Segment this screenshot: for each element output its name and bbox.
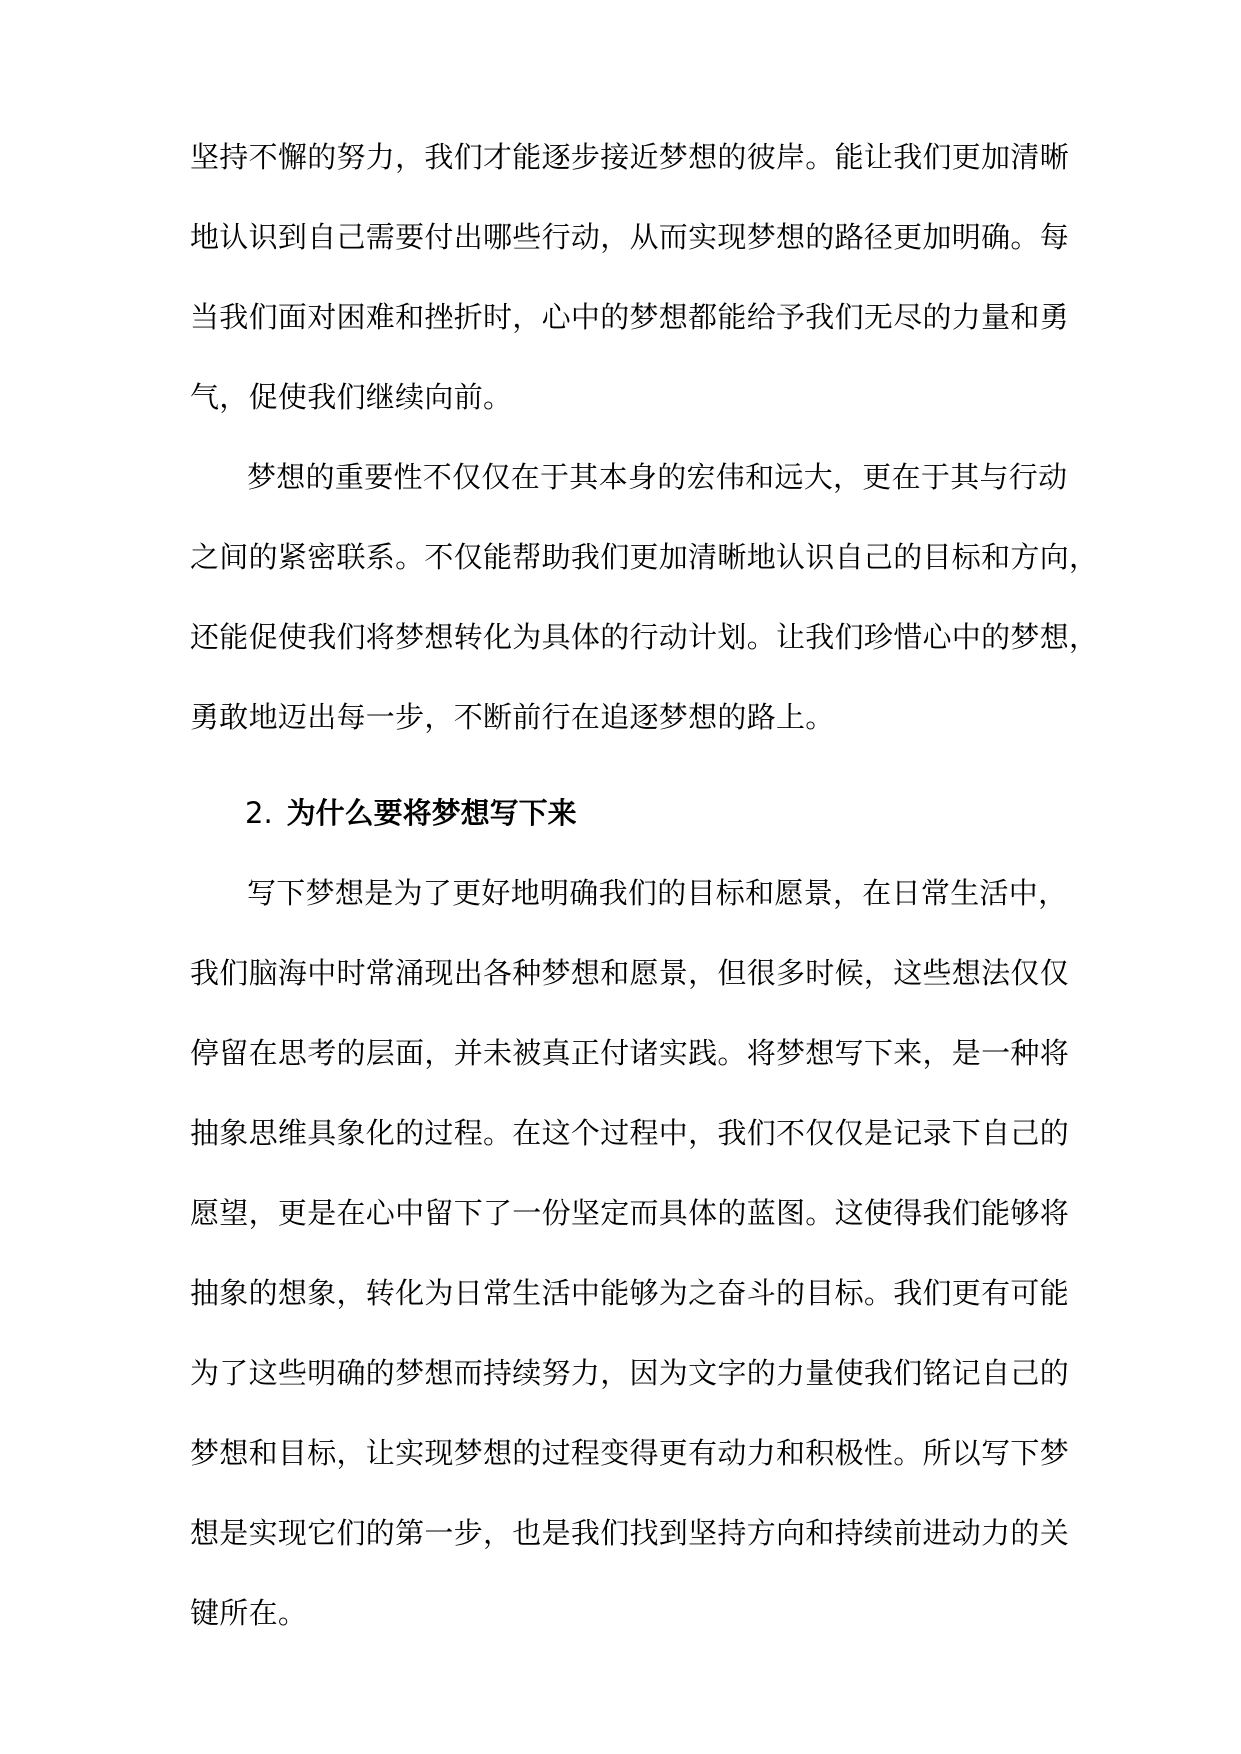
section-number: 2. <box>245 796 273 830</box>
paragraph-line: 之间的紧密联系。不仅能帮助我们更加清晰地认识自己的目标和方向， <box>190 540 1099 574</box>
paragraph-line: 我们脑海中时常涌现出各种梦想和愿景，但很多时候，这些想法仅仅 <box>190 956 1070 990</box>
paragraph-line: 勇敢地迈出每一步，不断前行在追逐梦想的路上。 <box>190 700 835 734</box>
paragraph-line: 坚持不懈的努力，我们才能逐步接近梦想的彼岸。能让我们更加清晰 <box>190 140 1070 174</box>
paragraph-line: 当我们面对困难和挫折时，心中的梦想都能给予我们无尽的力量和勇 <box>190 300 1070 334</box>
paragraph-line: 停留在思考的层面，并未被真正付诸实践。将梦想写下来，是一种将 <box>190 1036 1070 1070</box>
paragraph-line: 抽象的想象，转化为日常生活中能够为之奋斗的目标。我们更有可能 <box>190 1276 1070 1310</box>
paragraph-line: 还能促使我们将梦想转化为具体的行动计划。让我们珍惜心中的梦想， <box>190 620 1099 654</box>
paragraph-line: 想是实现它们的第一步，也是我们找到坚持方向和持续前进动力的关 <box>190 1516 1070 1550</box>
section-title: 为什么要将梦想写下来 <box>286 796 577 830</box>
paragraph-line: 愿望，更是在心中留下了一份坚定而具体的蓝图。这使得我们能够将 <box>190 1196 1070 1230</box>
paragraph-line: 梦想和目标，让实现梦想的过程变得更有动力和积极性。所以写下梦 <box>190 1436 1070 1470</box>
paragraph-line: 键所在。 <box>190 1596 308 1630</box>
section-heading <box>245 793 577 833</box>
paragraph-line: 抽象思维具象化的过程。在这个过程中，我们不仅仅是记录下自己的 <box>190 1116 1070 1150</box>
paragraph-line: 写下梦想是为了更好地明确我们的目标和愿景，在日常生活中， <box>247 876 1068 910</box>
paragraph-line: 梦想的重要性不仅仅在于其本身的宏伟和远大，更在于其与行动 <box>247 460 1068 494</box>
paragraph-line: 地认识到自己需要付出哪些行动，从而实现梦想的路径更加明确。每 <box>190 220 1070 254</box>
paragraph-line: 气，促使我们继续向前。 <box>190 380 513 414</box>
paragraph-line: 为了这些明确的梦想而持续努力，因为文字的力量使我们铭记自己的 <box>190 1356 1070 1390</box>
